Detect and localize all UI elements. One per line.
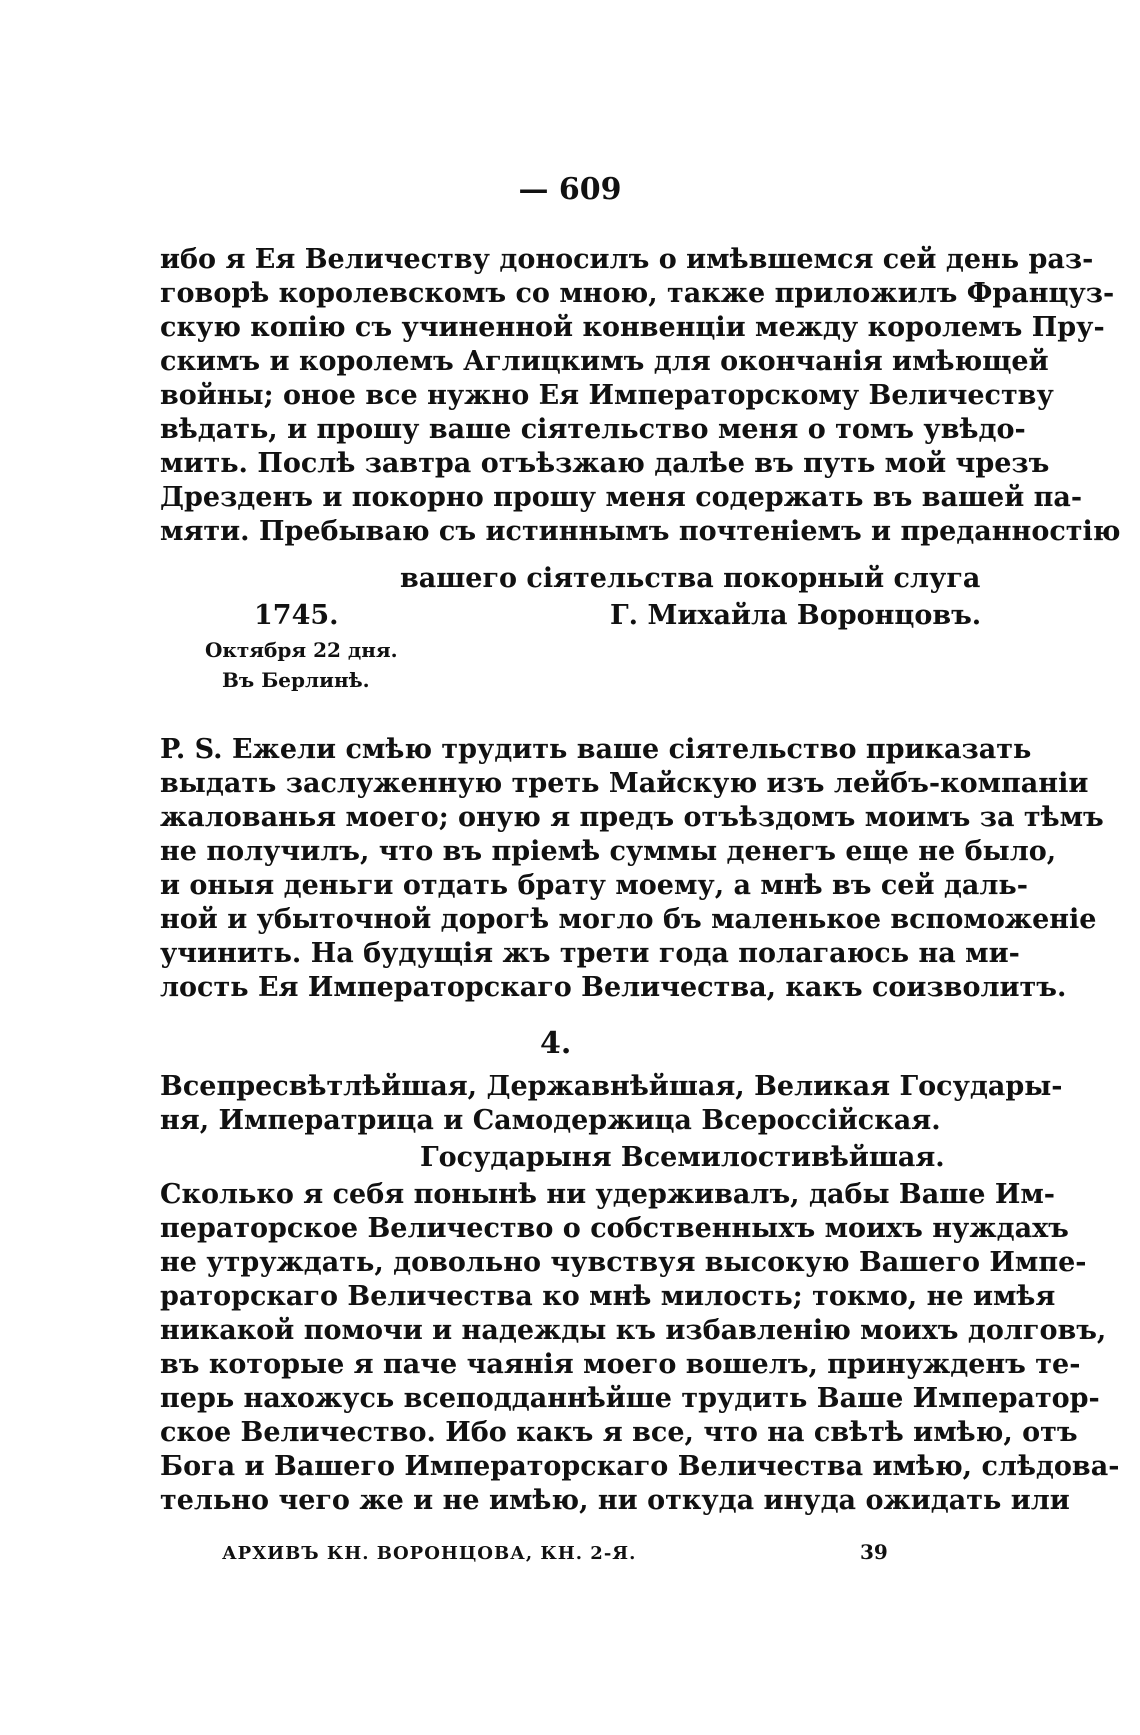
text-line: скимъ и королемъ Аглицкимъ для окончанія имѣющей [160, 346, 1049, 377]
text-line: не получилъ, что въ пріемѣ суммы денегъ еще не было, [160, 836, 1057, 867]
text-line: войны; оное все нужно Ея Императорскому Величеству [160, 380, 1054, 411]
text-line: тельно чего же и не имѣю, ни откуда инуда ожидать или [160, 1485, 1070, 1516]
text-line: Всепресвѣтлѣйшая, Державнѣйшая, Великая Государы- [160, 1071, 1063, 1102]
greeting: Государыня Всемилостивѣйшая. [420, 1142, 945, 1173]
page-number: — 609 [518, 172, 622, 207]
text-line: ское Величество. Ибо какъ я все, что на свѣтѣ имѣю, отъ [160, 1417, 1078, 1448]
text-line: не утруждать, довольно чувствуя высокую Вашего Импе- [160, 1247, 1087, 1278]
text-line: Бога и Вашего Императорскаго Величества имѣю, слѣдова- [160, 1451, 1120, 1482]
letter-signature: Г. Михайла Воронцовъ. [610, 600, 982, 631]
postscript [160, 733, 1104, 1005]
text-line: ибо я Ея Величеству доносилъ о имѣвшемся сей день раз- [160, 244, 1094, 275]
text-line: P. S. Ежели смѣю трудить ваше сіятельство приказать [160, 734, 1032, 765]
letter-date: Октября 22 дня. [205, 638, 398, 662]
letter-body-2 [160, 1178, 1120, 1518]
text-line: мяти. Пребываю съ истиннымъ почтеніемъ и преданностію [160, 516, 1121, 547]
text-line: лость Ея Императорскаго Величества, какъ соизволитъ. [160, 972, 1067, 1003]
text-line: перь нахожусь всеподданнѣйше трудить Ваше Император- [160, 1383, 1100, 1414]
text-line: раторскаго Величества ко мнѣ милость; токмо, не имѣя [160, 1281, 1056, 1312]
text-line: жалованья моего; оную я предъ отъѣздомъ моимъ за тѣмъ [160, 802, 1104, 833]
letter-body [160, 243, 1121, 549]
letter-place: Въ Берлинѣ. [222, 668, 370, 692]
salutation [160, 1070, 1063, 1138]
text-line: Дрезденъ и покорно прошу меня содержать въ вашей па- [160, 482, 1083, 513]
text-line: мить. Послѣ завтра отъѣзжаю далѣе въ путь мой чрезъ [160, 448, 1050, 479]
text-line: никакой помочи и надежды къ избавленію моихъ долговъ, [160, 1315, 1107, 1346]
text-line: ной и убыточной дорогѣ могло бъ маленькое вспоможеніе [160, 904, 1097, 935]
text-line: выдать заслуженную треть Майскую изъ лейбъ-компаніи [160, 768, 1089, 799]
footer-signature-mark: АРХИВЪ КН. ВОРОНЦОВА, КН. 2-Я. [222, 1543, 637, 1564]
text-line: Сколько я себя понынѣ ни удерживалъ, дабы Ваше Им- [160, 1179, 1055, 1210]
text-line: учинить. На будущія жъ трети года полагаюсь на ми- [160, 938, 1020, 969]
text-line: и оныя деньги отдать брату моему, а мнѣ въ сей даль- [160, 870, 1028, 901]
footer-sheet-number: 39 [860, 1540, 888, 1564]
letter-closing: вашего сіятельства покорный слуга [400, 563, 981, 594]
section-number: 4. [540, 1026, 572, 1061]
text-line: скую копію съ учиненной конвенціи между королемъ Пру- [160, 312, 1105, 343]
text-line: въ которые я паче чаянія моего вошелъ, принужденъ те- [160, 1349, 1081, 1380]
text-line: ня, Императрица и Самодержица Всероссійская. [160, 1105, 941, 1136]
text-line: ператорское Величество о собственныхъ моихъ нуждахъ [160, 1213, 1069, 1244]
text-line: говорѣ королевскомъ со мною, также приложилъ Француз- [160, 278, 1115, 309]
text-line: вѣдать, и прошу ваше сіятельство меня о томъ увѣдо- [160, 414, 1026, 445]
letter-year: 1745. [254, 600, 339, 631]
